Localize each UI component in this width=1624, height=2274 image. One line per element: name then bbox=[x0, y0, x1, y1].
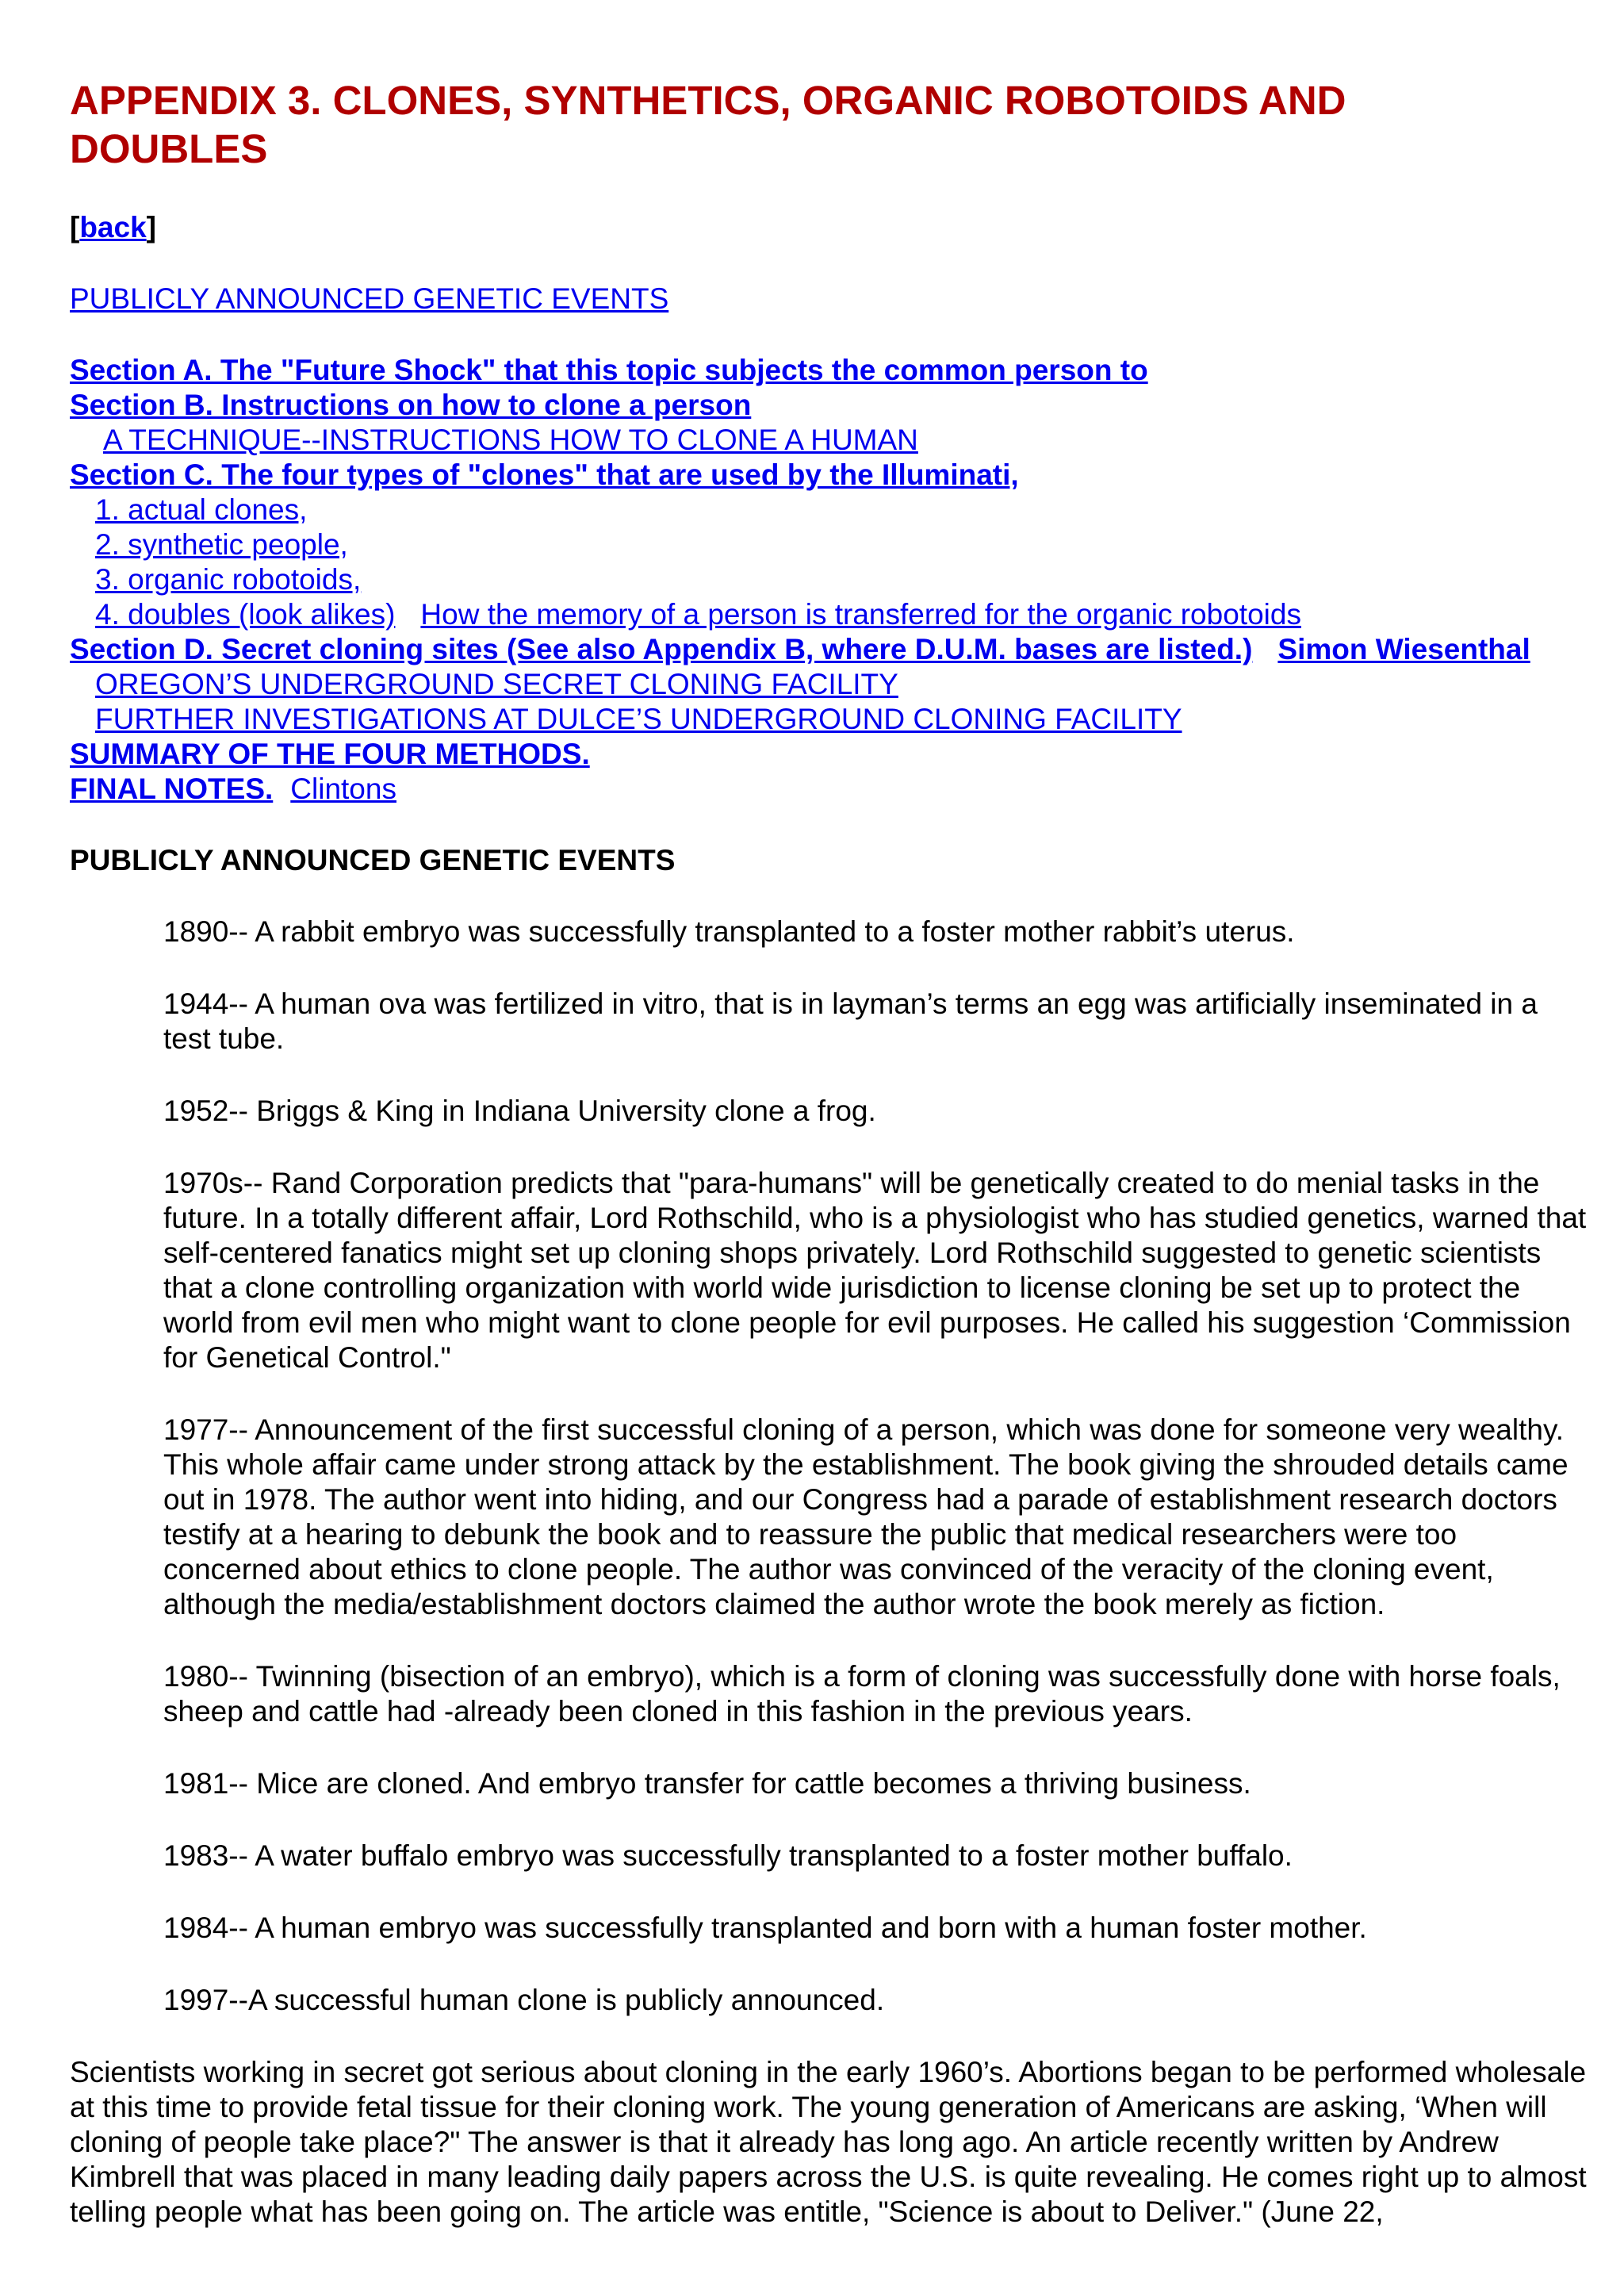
actual-clones-link[interactable]: 1. actual clones, bbox=[95, 493, 308, 526]
clintons-link[interactable]: Clintons bbox=[290, 773, 396, 805]
list-item: 1981-- Mice are cloned. And embryo transfer for cattle becomes a thriving business. bbox=[163, 1767, 1251, 1800]
section-heading: PUBLICLY ANNOUNCED GENETIC EVENTS bbox=[70, 844, 676, 876]
list-item: 1977-- Announcement of the first successful cloning of a person, which was done for someone very wealthy. This whole affair came under strong attack by the establishment. The book giving the shrouded details came out in 1978. The author went into hiding, and our Congress had a parade of establishment research doctors testify at a hearing to debunk the book and to reassure the public that medical researchers were too concerned about ethics to clone people. The author was convinced of the veracity of the cloning event, although the media/establishment doctors claimed the author wrote the book merely as fiction. bbox=[163, 1413, 1568, 1620]
document-page bbox=[70, 76, 1596, 2259]
toc-row-type-1 bbox=[70, 493, 1596, 527]
list-item: 1944-- A human ova was fertilized in vitro, that is in layman’s terms an egg was artificially inseminated in a test tube. bbox=[163, 987, 1538, 1055]
toc-row-final-notes bbox=[70, 772, 1596, 807]
page-title: APPENDIX 3. CLONES, SYNTHETICS, ORGANIC ROBOTOIDS AND DOUBLES bbox=[70, 78, 1346, 171]
organic-robotoids-link[interactable]: 3. organic robotoids, bbox=[95, 563, 362, 596]
synthetic-people-link[interactable]: 2. synthetic people, bbox=[95, 528, 348, 561]
bracket-close: ] bbox=[146, 211, 156, 244]
section-d-link[interactable]: Section D. Secret cloning sites (See also Appendix B, where D.U.M. bases are listed.) bbox=[70, 633, 1253, 665]
section-c-link[interactable]: Section C. The four types of "clones" that are used by the Illuminati, bbox=[70, 458, 1019, 491]
section-a-link[interactable]: Section A. The "Future Shock" that this topic subjects the common person to bbox=[70, 354, 1148, 386]
toc-row-dulce bbox=[70, 702, 1596, 737]
toc-row-section-d bbox=[70, 632, 1596, 667]
technique-link[interactable]: A TECHNIQUE--INSTRUCTIONS HOW TO CLONE A HUMAN bbox=[103, 424, 918, 456]
toc-row-type-4 bbox=[70, 597, 1596, 632]
simon-wiesenthal-link[interactable]: Simon Wiesenthal bbox=[1277, 633, 1530, 665]
summary-link[interactable]: SUMMARY OF THE FOUR METHODS. bbox=[70, 738, 590, 770]
toc-row-oregon bbox=[70, 667, 1596, 702]
events-list bbox=[70, 915, 1587, 2018]
dulce-facility-link[interactable]: FURTHER INVESTIGATIONS AT DULCE’S UNDERGROUND CLONING FACILITY bbox=[95, 703, 1182, 735]
back-link[interactable]: back bbox=[79, 211, 147, 244]
section-b-link[interactable]: Section B. Instructions on how to clone a person bbox=[70, 389, 752, 421]
memory-transfer-link[interactable]: How the memory of a person is transferred for the organic robotoids bbox=[420, 598, 1301, 631]
list-item: 1984-- A human embryo was successfully transplanted and born with a human foster mother. bbox=[163, 1912, 1367, 1944]
toc-row-summary bbox=[70, 737, 1596, 772]
list-item: 1970s-- Rand Corporation predicts that "para-humans" will be genetically created to do menial tasks in the future. In a totally different affair, Lord Rothschild, who is a physiologist who has studied genetics, warned that self-centered fanatics might set up cloning shops privately. Lord Rothschild suggested to genetic scientists that a clone controlling organization with world wide jurisdiction to license cloning be set up to protect the world from evil men who might want to clone people for evil purposes. He called his suggestion ‘Commission for Genetical Control." bbox=[163, 1167, 1587, 1374]
toc-row-section-c bbox=[70, 458, 1596, 493]
bracket-open: [ bbox=[70, 211, 80, 244]
final-notes-link[interactable]: FINAL NOTES. bbox=[70, 773, 274, 805]
list-item: 1952-- Briggs & King in Indiana University clone a frog. bbox=[163, 1095, 876, 1127]
publicly-announced-link[interactable]: PUBLICLY ANNOUNCED GENETIC EVENTS bbox=[70, 282, 669, 315]
list-item: 1997--A successful human clone is publicly announced. bbox=[163, 1984, 885, 2016]
toc-row-type-2 bbox=[70, 527, 1596, 562]
list-item: 1980-- Twinning (bisection of an embryo), which is a form of cloning was successfully done with horse foals, sheep and cattle had -already been cloned in this fashion in the previous years. bbox=[163, 1660, 1561, 1728]
toc-row-type-3 bbox=[70, 562, 1596, 597]
oregon-facility-link[interactable]: OREGON’S UNDERGROUND SECRET CLONING FACILITY bbox=[95, 668, 898, 700]
list-item: 1983-- A water buffalo embryo was successfully transplanted to a foster mother buffalo. bbox=[163, 1839, 1293, 1872]
list-item: 1890-- A rabbit embryo was successfully transplanted to a foster mother rabbit’s uterus. bbox=[163, 915, 1295, 948]
back-nav bbox=[70, 210, 1596, 245]
toc-row-section-b bbox=[70, 388, 1596, 423]
toc-row-section-a bbox=[70, 353, 1596, 388]
doubles-link[interactable]: 4. doubles (look alikes) bbox=[95, 598, 396, 631]
closing-paragraph: Scientists working in secret got serious about cloning in the early 1960’s. Abortions began to be performed wholesale at this time to provide fetal tissue for their cloning work. The young generation of Americans are asking, ‘When will cloning of people take place?" The answer is that it already has long ago. An article recently written by Andrew Kimbrell that was placed in many leading daily papers across the U.S. is quite revealing. He comes right up to almost telling people what has been going on. The article was entitle, "Science is about to Deliver." (June 22, bbox=[70, 2056, 1587, 2228]
table-of-contents bbox=[70, 353, 1596, 807]
toc-row-technique bbox=[70, 423, 1596, 458]
toc-publicly-row bbox=[70, 282, 1596, 316]
